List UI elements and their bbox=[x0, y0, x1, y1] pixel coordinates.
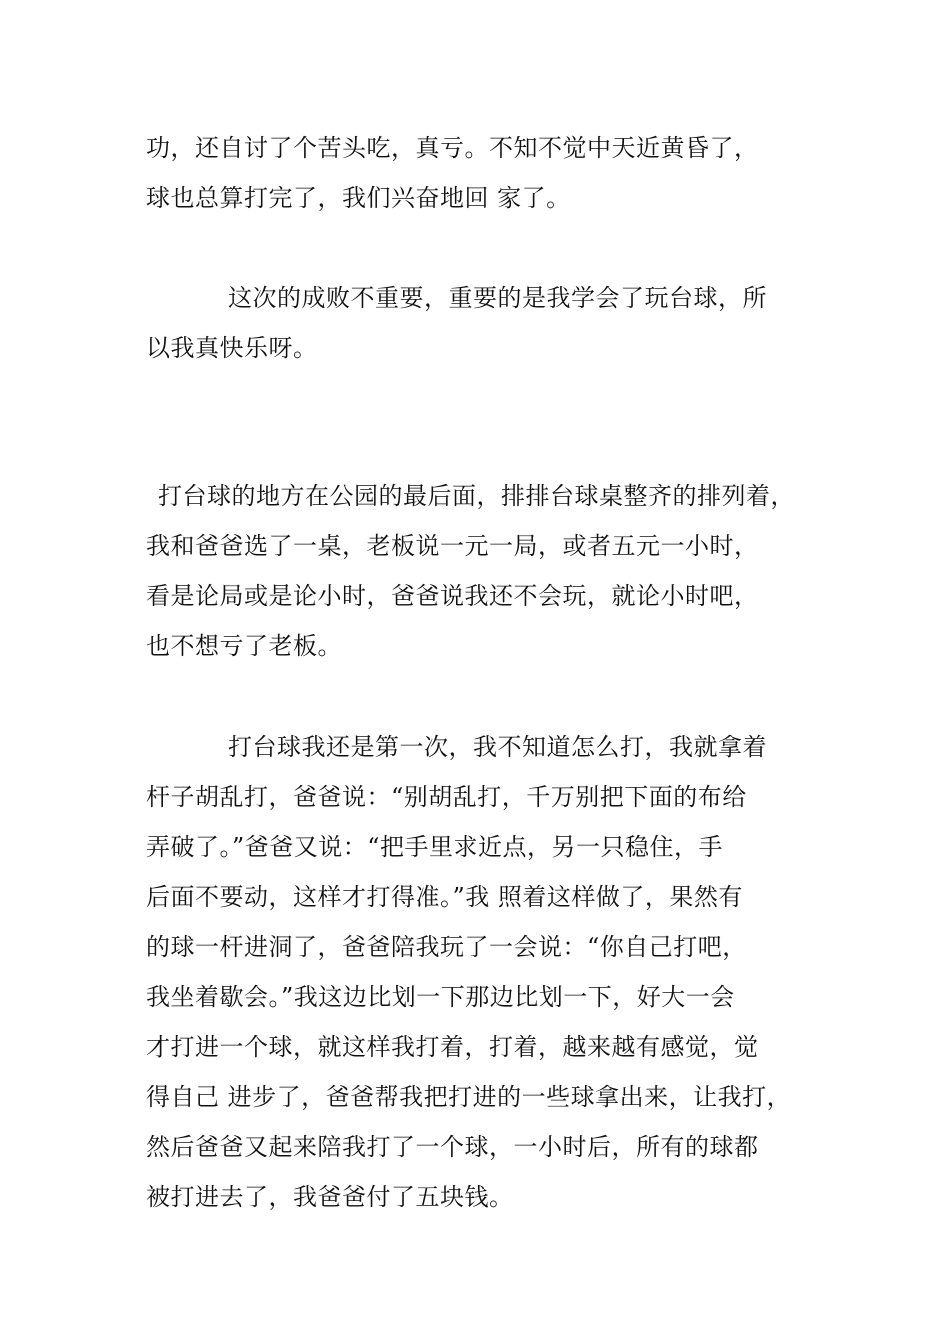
text-line: 以我真快乐呀。 bbox=[146, 334, 318, 362]
paragraph-first-line: 打台球的地方在公园的最后面，排排台球桌整齐的排列着， bbox=[158, 482, 795, 510]
text-line: 得自己 进步了，爸爸帮我把打进的一些球拿出来，让我打， bbox=[146, 1083, 792, 1111]
text-line: 才打进一个球，就这样我打着，打着，越来越有感觉，觉 bbox=[146, 1033, 759, 1061]
text-line: 我坐着歇会。”我这边比划一下那边比划一下，好大一会 bbox=[146, 983, 735, 1011]
text-line: 看是论局或是论小时，爸爸说我还不会玩，就论小时吧， bbox=[146, 582, 759, 610]
text-line: 也不想亏了老板。 bbox=[146, 632, 342, 660]
text-line: 杆子胡乱打，爸爸说：“别胡乱打，千万别把下面的布给 bbox=[146, 783, 747, 811]
text-line: 后面不要动，这样才打得准。”我 照着这样做了，果然有 bbox=[146, 883, 743, 911]
text-line: 功，还自讨了个苦头吃，真亏。不知不觉中天近黄昏了， bbox=[146, 134, 759, 162]
paragraph-first-line: 这次的成败不重要，重要的是我学会了玩台球，所 bbox=[228, 284, 767, 312]
text-line: 球也总算打完了，我们兴奋地回 家了。 bbox=[146, 184, 571, 212]
text-line: 的球一杆进洞了，爸爸陪我玩了一会说：“你自己打吧， bbox=[146, 933, 747, 961]
text-line: 被打进去了，我爸爸付了五块钱。 bbox=[146, 1183, 514, 1211]
text-line: 弄破了。”爸爸又说：“把手里求近点，另一只稳住，手 bbox=[146, 833, 724, 861]
text-line: 然后爸爸又起来陪我打了一个球，一小时后，所有的球都 bbox=[146, 1133, 759, 1161]
paragraph-first-line: 打台球我还是第一次，我不知道怎么打，我就拿着 bbox=[228, 733, 767, 761]
text-line: 我和爸爸选了一桌，老板说一元一局，或者五元一小时， bbox=[146, 532, 759, 560]
